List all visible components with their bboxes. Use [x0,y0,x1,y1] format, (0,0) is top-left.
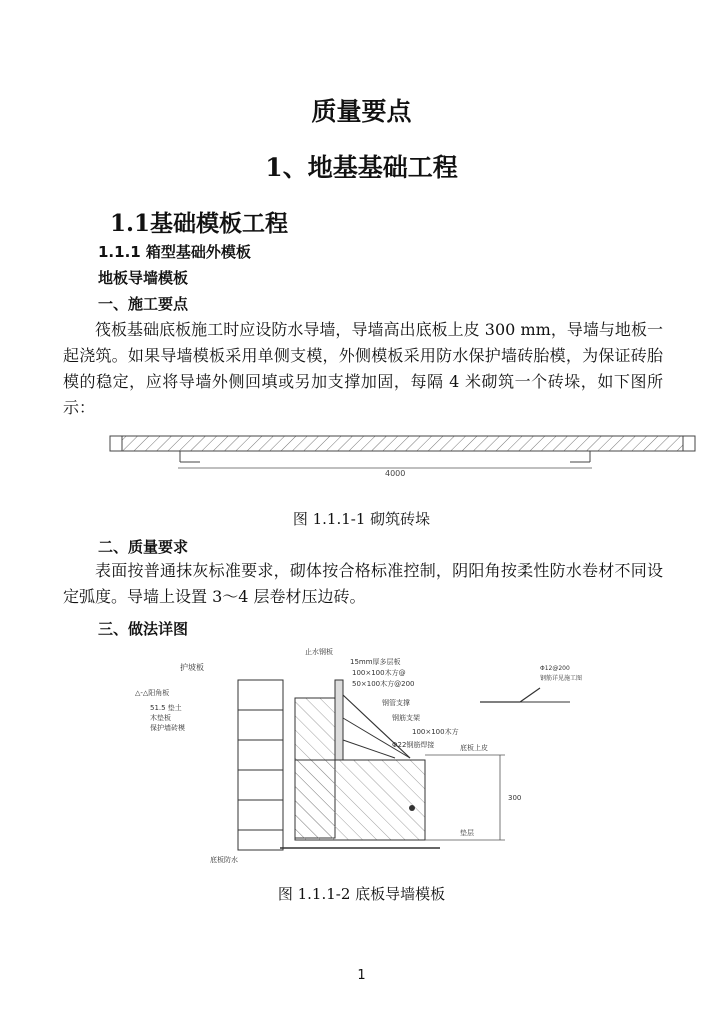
label-protect-plate: 护坡板 [180,663,204,672]
rebar-dot [409,805,415,811]
svg-text:△-△阳角板: △-△阳角板 [135,689,170,697]
chapter-heading: 1、地基基础工程 [265,153,458,182]
svg-text:51.5 垫土: 51.5 垫土 [150,704,182,712]
wall-section [110,436,695,451]
base-slab [295,760,425,840]
svg-text:Φ22钢筋焊接: Φ22钢筋焊接 [392,741,435,749]
svg-text:钢管支撑: 钢管支撑 [382,699,410,707]
svg-text:钢筋支架: 钢筋支架 [392,714,420,722]
quality-requirements-heading: 二、质量要求 [98,538,189,556]
brick-pier-right [683,436,695,451]
construction-points-paragraph: 筏板基础底板施工时应设防水导墙，导墙高出底板上皮 300 mm，导墙与地板一起浇筑。如果导墙模板采用单侧支模，外侧模板采用防水保护墙砖胎模，为保证砖胎模的稳定，应将导墙外侧回填或另加支撑加固，每隔 4 米砌筑一个砖垛，如下图所示： [63,320,663,417]
document-title: 质量要点 [311,97,412,126]
svg-text:Φ12@200: Φ12@200 [540,665,570,672]
construction-points-heading: 一、施工要点 [98,295,189,313]
svg-text:100×100木方: 100×100木方 [412,728,459,736]
svg-text:50×100木方@200: 50×100木方@200 [352,680,415,688]
figure-brick-pier [100,428,700,478]
svg-text:300: 300 [508,794,522,802]
detail-drawing-heading: 三、做法详图 [98,620,189,638]
figure2-caption: 图 1.1.1-2 底板导墙模板 [277,885,446,903]
brick-pier-left [110,436,122,451]
topic-heading: 地板导墙模板 [98,269,189,287]
svg-text:底板上皮: 底板上皮 [460,744,488,752]
svg-text:100×100木方@: 100×100木方@ [352,669,406,677]
formwork-board [335,680,343,760]
quality-requirements-paragraph: 表面按普通抹灰标准要求，砌体按合格标准控制，阴阳角按柔性防水卷材不同设定弧度。导墙上设置 3～4 层卷材压边砖。 [63,561,663,606]
svg-text:钢筋详见施工图: 钢筋详见施工图 [540,675,583,682]
protective-brick-wall [238,680,283,850]
figure-guide-wall-formwork [120,640,680,870]
subsection-heading: 1.1.1 箱型基础外模板 [98,243,251,261]
detail-corner [480,688,540,702]
svg-text:木垫板: 木垫板 [150,714,171,722]
svg-text:底板防水: 底板防水 [210,856,238,864]
dimension-label: 4000 [385,469,406,478]
page-number: 1 [357,968,366,983]
section-heading: 1.1基础模板工程 [110,210,289,237]
svg-text:15mm厚多层板: 15mm厚多层板 [350,658,401,666]
svg-text:止水钢板: 止水钢板 [305,648,333,656]
figure1-caption: 图 1.1.1-1 砌筑砖垛 [292,510,431,528]
svg-text:垫层: 垫层 [460,829,474,837]
svg-text:保护墙砖模: 保护墙砖模 [150,724,185,732]
